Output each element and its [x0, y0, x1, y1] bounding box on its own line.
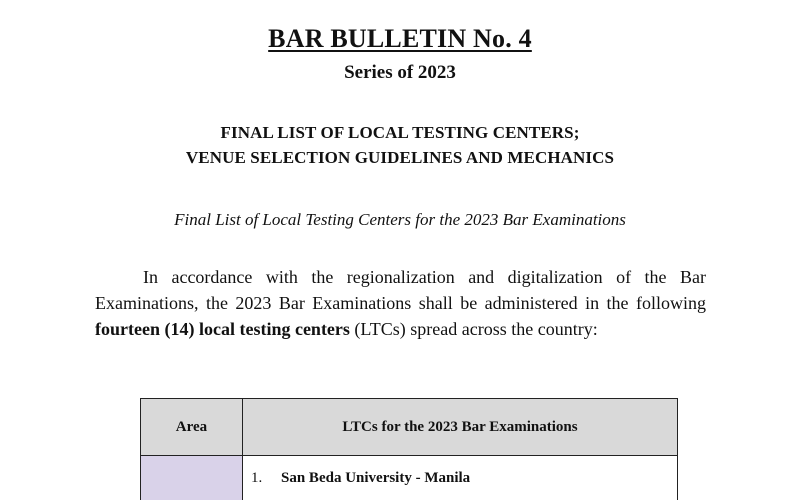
ltc-name: San Beda University - Manila: [281, 470, 471, 486]
ltc-cell: [243, 456, 678, 500]
ltc-number: 1.: [251, 470, 263, 486]
bulletin-series: Series of 2023: [344, 62, 456, 83]
section-heading-line-2: VENUE SELECTION GUIDELINES AND MECHANICS: [185, 148, 615, 167]
header-ltcs: LTCs for the 2023 Bar Examinations: [243, 399, 678, 456]
intro-paragraph: [95, 264, 706, 342]
bulletin-title: BAR BULLETIN No. 4: [268, 24, 532, 53]
intro-text-end: (LTCs) spread across the country:: [349, 319, 598, 339]
table-header-row: [141, 399, 678, 456]
area-cell: [141, 456, 243, 500]
header-area: Area: [141, 399, 243, 456]
table-row: [141, 456, 678, 500]
intro-text-start: In accordance with the regionalization and digitalization of the Bar Examinations, the 2023 Bar Examinations shall be administered in the following: [95, 267, 706, 313]
section-heading-line-1: FINAL LIST OF LOCAL TESTING CENTERS;: [220, 123, 580, 142]
intro-text-bold: fourteen (14) local testing centers: [95, 319, 350, 339]
section-subtitle: Final List of Local Testing Centers for the 2023 Bar Examinations: [174, 210, 626, 229]
ltc-table: [140, 398, 678, 500]
